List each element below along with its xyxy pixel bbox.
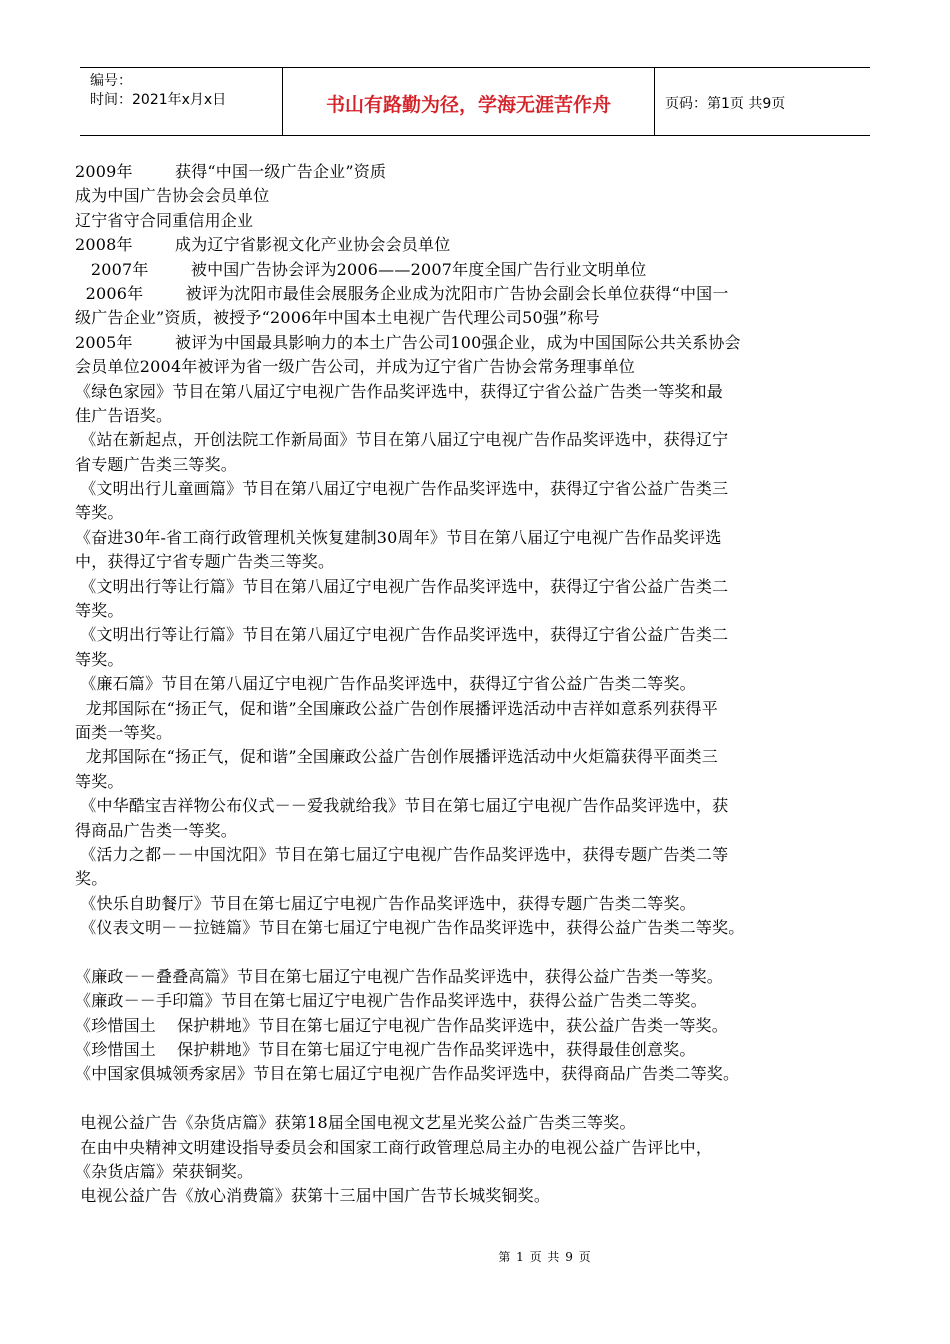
text-line: 2008年 成为辽宁省影视文化产业协会会员单位 — [75, 235, 451, 255]
text-line: 2009年 获得“中国一级广告企业”资质 — [75, 162, 387, 181]
text-line: 2007年 被中国广告协会评为2006——2007年度全国广告行业文明单位 — [75, 259, 647, 279]
text-line: 面类一等奖。 — [75, 722, 173, 742]
text-line: 2006年 被评为沈阳市最佳会展服务企业成为沈阳市广告协会副会长单位获得“中国一 — [75, 283, 729, 303]
text-line: 等奖。 — [75, 601, 124, 621]
text-line: 《珍惜国土 保护耕地》节目在第七届辽宁电视广告作品奖评选中，获得最佳创意奖。 — [75, 1040, 696, 1060]
text-line: 《廉石篇》节目在第八届辽宁电视广告作品奖评选中，获得辽宁省公益广告类二等奖。 — [75, 674, 696, 694]
text-line: 龙邦国际在“扬正气，促和谐”全国廉政公益广告创作展播评选活动中吉祥如意系列获得平 — [75, 698, 718, 718]
text-line: 《中华酷宝吉祥物公布仪式－－爱我就给我》节目在第七届辽宁电视广告作品奖评选中，获 — [75, 796, 729, 816]
text-line: 《活力之都－－中国沈阳》节目在第七届辽宁电视广告作品奖评选中，获得专题广告类二等 — [75, 844, 729, 864]
text-line: 《中国家俱城领秀家居》节目在第七届辽宁电视广告作品奖评选中，获得商品广告类二等奖。 — [75, 1064, 740, 1084]
text-line: 得商品广告类一等奖。 — [75, 820, 238, 840]
text-line: 2005年 被评为中国最具影响力的本土广告公司100强企业，成为中国国际公共关系协会 — [75, 332, 741, 352]
text-line: 《站在新起点，开创法院工作新局面》节目在第八届辽宁电视广告作品奖评选中，获得辽宁 — [75, 430, 729, 450]
text-line: 佳广告语奖。 — [75, 405, 173, 425]
text-line: 《廉政－－叠叠高篇》节目在第七届辽宁电视广告作品奖评选中，获得公益广告类一等奖。 — [75, 966, 724, 986]
text-line: 成为中国广告协会会员单位 — [75, 186, 270, 206]
header-meta — [80, 68, 283, 135]
document-time-label: 时间：2021年x月x日 — [90, 92, 227, 108]
text-line: 电视公益广告《放心消费篇》获第十三届中国广告节长城奖铜奖。 — [75, 1186, 551, 1206]
blank-line — [75, 1087, 860, 1111]
page-footer: 第 1 页 共 9 页 — [498, 1250, 592, 1264]
text-line: 《杂货店篇》荣获铜奖。 — [75, 1162, 254, 1182]
blank-line — [75, 941, 860, 965]
text-line: 《快乐自助餐厅》节目在第七届辽宁电视广告作品奖评选中，获得专题广告类二等奖。 — [75, 893, 696, 913]
text-line: 中，获得辽宁省专题广告类三等奖。 — [75, 552, 335, 572]
text-line: 会员单位2004年被评为省一级广告公司，并成为辽宁省广告协会常务理事单位 — [75, 357, 635, 377]
text-line: 等奖。 — [75, 649, 124, 669]
header-page-number: 页码：第1页 共9页 — [665, 95, 786, 112]
text-line: 奖。 — [75, 869, 108, 889]
text-line: 《文明出行等让行篇》节目在第八届辽宁电视广告作品奖评选中，获得辽宁省公益广告类二 — [75, 625, 729, 645]
text-line: 级广告企业”资质，被授予“2006年中国本土电视广告代理公司50强”称号 — [75, 308, 600, 328]
text-line: 《廉政－－手印篇》节目在第七届辽宁电视广告作品奖评选中，获得公益广告类二等奖。 — [75, 991, 707, 1011]
text-line: 《文明出行等让行篇》节目在第八届辽宁电视广告作品奖评选中，获得辽宁省公益广告类二 — [75, 576, 729, 596]
text-line: 等奖。 — [75, 771, 124, 791]
text-line: 辽宁省守合同重信用企业 — [75, 210, 254, 230]
text-line: 省专题广告类三等奖。 — [75, 454, 238, 474]
text-line: 等奖。 — [75, 503, 124, 523]
text-line: 《珍惜国土 保护耕地》节目在第七届辽宁电视广告作品奖评选中，获公益广告类一等奖。 — [75, 1015, 728, 1035]
text-line: 电视公益广告《杂货店篇》获第18届全国电视文艺星光奖公益广告类三等奖。 — [75, 1113, 636, 1133]
text-line: 《奋进30年-省工商行政管理机关恢复建制30周年》节目在第八届辽宁电视广告作品奖评选 — [75, 527, 722, 547]
page-header — [80, 67, 870, 136]
text-line: 在由中央精神文明建设指导委员会和国家工商行政管理总局主办的电视公益广告评比中， — [75, 1137, 713, 1157]
text-line: 《绿色家园》节目在第八届辽宁电视广告作品奖评选中，获得辽宁省公益广告类一等奖和最 — [75, 381, 724, 401]
text-line: 《仪表文明－－拉链篇》节目在第七届辽宁电视广告作品奖评选中，获得公益广告类二等奖。 — [75, 918, 745, 938]
text-line: 《文明出行儿童画篇》节目在第八届辽宁电视广告作品奖评选中，获得辽宁省公益广告类三 — [75, 479, 729, 499]
document-body — [75, 160, 860, 1209]
text-line: 龙邦国际在“扬正气，促和谐”全国廉政公益广告创作展播评选活动中火炬篇获得平面类三 — [75, 747, 718, 767]
header-motto: 书山有路勤为径，学海无涯苦作舟 — [283, 68, 655, 135]
document-number-label: 编号： — [90, 73, 132, 89]
